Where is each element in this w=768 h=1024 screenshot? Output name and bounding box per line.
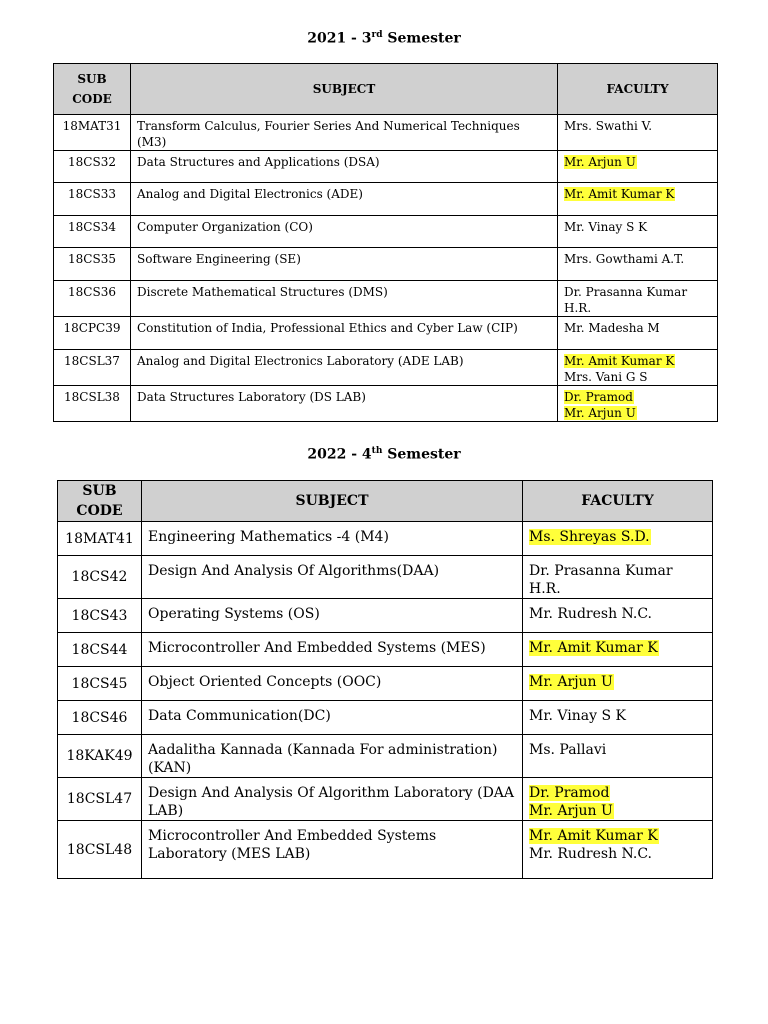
faculty-name: Ms. Shreyas S.D.	[529, 529, 650, 545]
table-row	[58, 821, 713, 879]
title-prefix: 2022 - 4	[307, 446, 372, 463]
faculty-line	[529, 528, 706, 546]
sub-code-cell: 18CSL48	[58, 821, 142, 879]
subject-cell: Analog and Digital Electronics Laboratory (ADE LAB)	[131, 350, 558, 386]
faculty-line	[564, 251, 711, 267]
sub-code-cell: 18CS36	[54, 281, 131, 317]
table-row	[54, 350, 718, 386]
faculty-line	[564, 154, 711, 170]
table-row	[58, 633, 713, 667]
table-row	[54, 248, 718, 281]
faculty-line	[529, 673, 706, 691]
table-row	[58, 599, 713, 633]
faculty-name: Dr. Pramod	[529, 785, 610, 801]
table-row	[54, 386, 718, 422]
faculty-name: Mr. Arjun U	[564, 406, 636, 420]
sub-code-cell: 18KAK49	[58, 735, 142, 778]
semester-3-table	[53, 63, 718, 422]
faculty-line	[564, 118, 711, 134]
sub-code-cell: 18CS34	[54, 216, 131, 248]
faculty-line	[529, 784, 706, 802]
table-row	[54, 216, 718, 248]
sub-code-cell: 18CSL38	[54, 386, 131, 422]
header-subject: SUBJECT	[131, 64, 558, 115]
title-superscript: rd	[371, 30, 383, 40]
header-subject: SUBJECT	[142, 481, 523, 522]
faculty-line	[564, 405, 711, 421]
subject-cell: Software Engineering (SE)	[131, 248, 558, 281]
faculty-line	[564, 389, 711, 405]
table-row	[58, 778, 713, 821]
semester-3-title	[0, 30, 768, 47]
sub-code-cell: 18CS44	[58, 633, 142, 667]
faculty-line	[529, 605, 706, 623]
faculty-line	[564, 369, 711, 385]
semester-4-rows	[58, 522, 713, 879]
title-suffix: Semester	[382, 30, 461, 47]
faculty-name: Mr. Amit Kumar K	[529, 640, 658, 656]
semester-3-rows	[54, 115, 718, 422]
subject-cell: Computer Organization (CO)	[131, 216, 558, 248]
faculty-name: Mr. Arjun U	[529, 674, 613, 690]
faculty-cell	[558, 115, 718, 151]
subject-cell: Object Oriented Concepts (OOC)	[142, 667, 523, 701]
faculty-name: Mr. Arjun U	[529, 803, 613, 819]
subject-cell: Data Structures and Applications (DSA)	[131, 151, 558, 183]
faculty-name: Mr. Amit Kumar K	[529, 828, 658, 844]
faculty-name: Mr. Vinay S K	[529, 708, 626, 724]
sub-code-cell: 18CS43	[58, 599, 142, 633]
sub-code-cell: 18CSL47	[58, 778, 142, 821]
subject-cell: Transform Calculus, Fourier Series And Numerical Techniques (M3)	[131, 115, 558, 151]
subject-cell: Analog and Digital Electronics (ADE)	[131, 183, 558, 216]
faculty-cell	[523, 778, 713, 821]
faculty-name: Mr. Madesha M	[564, 321, 660, 335]
faculty-name: Mr. Arjun U	[564, 155, 636, 169]
faculty-cell	[558, 248, 718, 281]
semester-4-title	[0, 446, 768, 463]
faculty-line	[529, 741, 706, 759]
table-row	[58, 735, 713, 778]
subject-cell: Design And Analysis Of Algorithm Laboratory (DAA LAB)	[142, 778, 523, 821]
subject-cell: Microcontroller And Embedded Systems Laboratory (MES LAB)	[142, 821, 523, 879]
faculty-line	[564, 353, 711, 369]
faculty-name: Mr. Rudresh N.C.	[529, 606, 653, 622]
faculty-cell	[558, 216, 718, 248]
faculty-line	[564, 284, 711, 316]
faculty-name: Ms. Pallavi	[529, 742, 607, 758]
faculty-name: Mr. Vinay S K	[564, 220, 648, 234]
faculty-cell	[523, 735, 713, 778]
sub-code-cell: 18CS45	[58, 667, 142, 701]
sub-code-cell: 18CS33	[54, 183, 131, 216]
header-faculty: FACULTY	[558, 64, 718, 115]
faculty-name: Mrs. Vani G S	[564, 370, 648, 384]
faculty-cell	[523, 667, 713, 701]
faculty-name: Mrs. Swathi V.	[564, 119, 653, 133]
faculty-cell	[523, 821, 713, 879]
title-superscript: th	[371, 446, 383, 456]
title-prefix: 2021 - 3	[307, 30, 372, 47]
title-suffix: Semester	[382, 446, 461, 463]
header-sub-code: SUB CODE	[58, 481, 142, 522]
subject-cell: Data Communication(DC)	[142, 701, 523, 735]
header-sub-code: SUB CODE	[54, 64, 131, 115]
faculty-name: Mr. Rudresh N.C.	[529, 846, 653, 862]
semester-4-table	[57, 480, 713, 879]
faculty-line	[529, 562, 706, 598]
faculty-cell	[558, 151, 718, 183]
sub-code-cell: 18MAT41	[58, 522, 142, 556]
subject-cell: Engineering Mathematics -4 (M4)	[142, 522, 523, 556]
subject-cell: Data Structures Laboratory (DS LAB)	[131, 386, 558, 422]
table-row	[54, 183, 718, 216]
subject-cell: Operating Systems (OS)	[142, 599, 523, 633]
faculty-cell	[558, 386, 718, 422]
subject-cell: Constitution of India, Professional Ethics and Cyber Law (CIP)	[131, 317, 558, 350]
faculty-cell	[558, 281, 718, 317]
table-row	[58, 556, 713, 599]
table-row	[58, 522, 713, 556]
faculty-line	[529, 639, 706, 657]
faculty-line	[564, 320, 711, 336]
subject-cell: Design And Analysis Of Algorithms(DAA)	[142, 556, 523, 599]
subject-cell: Microcontroller And Embedded Systems (MES)	[142, 633, 523, 667]
faculty-line	[529, 707, 706, 725]
faculty-cell	[523, 599, 713, 633]
faculty-name: Mr. Amit Kumar K	[564, 187, 675, 201]
faculty-cell	[523, 701, 713, 735]
faculty-line	[564, 219, 711, 235]
faculty-name: Mrs. Gowthami A.T.	[564, 252, 685, 266]
subject-cell: Aadalitha Kannada (Kannada For administration) (KAN)	[142, 735, 523, 778]
faculty-name: Dr. Prasanna Kumar H.R.	[529, 563, 673, 597]
table-row	[54, 115, 718, 151]
faculty-name: Mr. Amit Kumar K	[564, 354, 675, 368]
faculty-line	[529, 802, 706, 820]
faculty-name: Dr. Prasanna Kumar H.R.	[564, 285, 688, 315]
faculty-cell	[558, 317, 718, 350]
faculty-name: Dr. Pramod	[564, 390, 633, 404]
faculty-cell	[558, 350, 718, 386]
faculty-cell	[523, 633, 713, 667]
sub-code-cell: 18CS35	[54, 248, 131, 281]
faculty-line	[529, 845, 706, 863]
faculty-cell	[523, 556, 713, 599]
sub-code-cell: 18CSL37	[54, 350, 131, 386]
faculty-line	[529, 827, 706, 845]
table-row	[54, 317, 718, 350]
table-row	[54, 151, 718, 183]
table-row	[58, 701, 713, 735]
header-faculty: FACULTY	[523, 481, 713, 522]
table-row	[54, 281, 718, 317]
faculty-cell	[558, 183, 718, 216]
sub-code-cell: 18MAT31	[54, 115, 131, 151]
sub-code-cell: 18CS46	[58, 701, 142, 735]
faculty-cell	[523, 522, 713, 556]
sub-code-cell: 18CS32	[54, 151, 131, 183]
table-row	[58, 667, 713, 701]
faculty-line	[564, 186, 711, 202]
sub-code-cell: 18CS42	[58, 556, 142, 599]
sub-code-cell: 18CPC39	[54, 317, 131, 350]
subject-cell: Discrete Mathematical Structures (DMS)	[131, 281, 558, 317]
